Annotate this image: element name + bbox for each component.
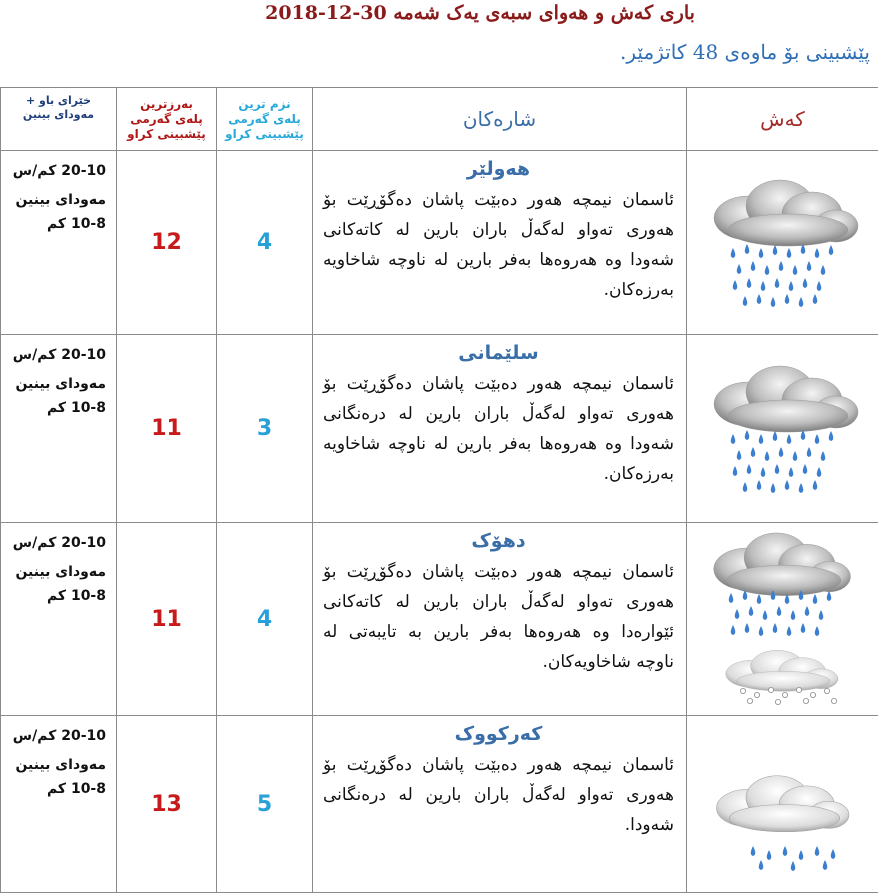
header-wind	[1, 88, 117, 151]
header-min-temp	[217, 88, 313, 151]
header-max-line2: پلەی گەرمی	[117, 112, 216, 127]
rain-and-snow-cloud-icon	[703, 531, 863, 707]
city-cell	[313, 151, 687, 335]
max-temp: 11	[117, 335, 217, 523]
header-city: شارەکان	[313, 88, 687, 151]
min-temp: 4	[217, 523, 313, 716]
visibility-label: مەودای بینین	[5, 558, 106, 587]
city-cell	[313, 335, 687, 523]
city-name: هەولێر	[323, 155, 674, 183]
header-max-line3: پێشبینی کراو	[117, 127, 216, 142]
table-row	[1, 335, 878, 523]
header-max-line1: بەرزترین	[117, 97, 216, 112]
forecast-description: ئاسمان نیمچە هەور دەبێت پاشان دەگۆڕێت بۆ هەوری تەواو لەگەڵ باران بارین لە درەنگانی شەودا وە هەروەها بەفر بارین لە ناوچە شاخاویە بەرزەکان.	[323, 369, 674, 489]
weather-cell	[687, 335, 878, 523]
max-temp: 11	[117, 523, 217, 716]
visibility-label: مەودای بینین	[5, 186, 106, 215]
wind-speed: 20-10 کم/س	[5, 157, 106, 186]
forecast-description: ئاسمان نیمچە هەور دەبێت پاشان دەگۆڕێت بۆ هەوری تەواو لەگەڵ باران بارین لە کاتەکانی شەودا وە هەروەها بەفر بارین لە ناوچە شاخاویە بەرزەکان.	[323, 185, 674, 305]
city-name: کەرکووک	[323, 720, 674, 748]
visibility-range: 10-8 کم	[5, 587, 106, 605]
min-temp: 4	[217, 151, 313, 335]
header-max-temp	[117, 88, 217, 151]
header-weather: کەش	[687, 88, 878, 151]
min-temp: 5	[217, 716, 313, 893]
wind-visibility-cell	[1, 151, 117, 335]
city-cell	[313, 523, 687, 716]
visibility-label: مەودای بینین	[5, 370, 106, 399]
visibility-range: 10-8 کم	[5, 780, 106, 798]
rain-cloud-icon	[703, 168, 863, 318]
table-header-row	[1, 88, 878, 151]
visibility-label: مەودای بینین	[5, 751, 106, 780]
forecast-description: ئاسمان نیمچە هەور دەبێت پاشان دەگۆڕێت بۆ هەوری تەواو لەگەڵ باران بارین لە کاتەکانی ئێوارەدا وە هەروەها بەفر بارین بە تایبەتی لە ناوچە شاخاویەکان.	[323, 557, 674, 677]
wind-visibility-cell	[1, 716, 117, 893]
wind-visibility-cell	[1, 523, 117, 716]
forecast-table	[0, 87, 878, 893]
page-title: باری کەش و هەوای سبەی یەک شەمە 30-12-2018	[200, 2, 760, 24]
table-row	[1, 716, 878, 893]
visibility-range: 10-8 کم	[5, 399, 106, 417]
header-wind-line1: خێرای باو +	[1, 94, 116, 108]
visibility-range: 10-8 کم	[5, 215, 106, 233]
city-name: سلێمانی	[323, 339, 674, 367]
max-temp: 13	[117, 716, 217, 893]
weather-cell	[687, 151, 878, 335]
city-name: دهۆک	[323, 527, 674, 555]
header-min-line1: نزم ترین	[217, 97, 312, 112]
max-temp: 12	[117, 151, 217, 335]
page-subtitle: پێشبینی بۆ ماوەی 48 کاتژمێر.	[270, 40, 870, 64]
header-min-line3: پێشبینی کراو	[217, 127, 312, 142]
header-wind-line2: مەودای بینین	[1, 108, 116, 122]
weather-cell	[687, 523, 878, 716]
table-row	[1, 523, 878, 716]
weather-cell	[687, 716, 878, 893]
wind-speed: 20-10 کم/س	[5, 529, 106, 558]
rain-cloud-icon	[703, 354, 863, 504]
wind-speed: 20-10 کم/س	[5, 341, 106, 370]
city-cell	[313, 716, 687, 893]
table-row	[1, 151, 878, 335]
min-temp: 3	[217, 335, 313, 523]
forecast-description: ئاسمان نیمچە هەور دەبێت پاشان دەگۆڕێت بۆ هەوری تەواو لەگەڵ باران بارین لە درەنگانی شەودا.	[323, 750, 674, 840]
wind-visibility-cell	[1, 335, 117, 523]
wind-speed: 20-10 کم/س	[5, 722, 106, 751]
light-rain-cloud-icon	[703, 734, 863, 874]
header-min-line2: پلەی گەرمی	[217, 112, 312, 127]
